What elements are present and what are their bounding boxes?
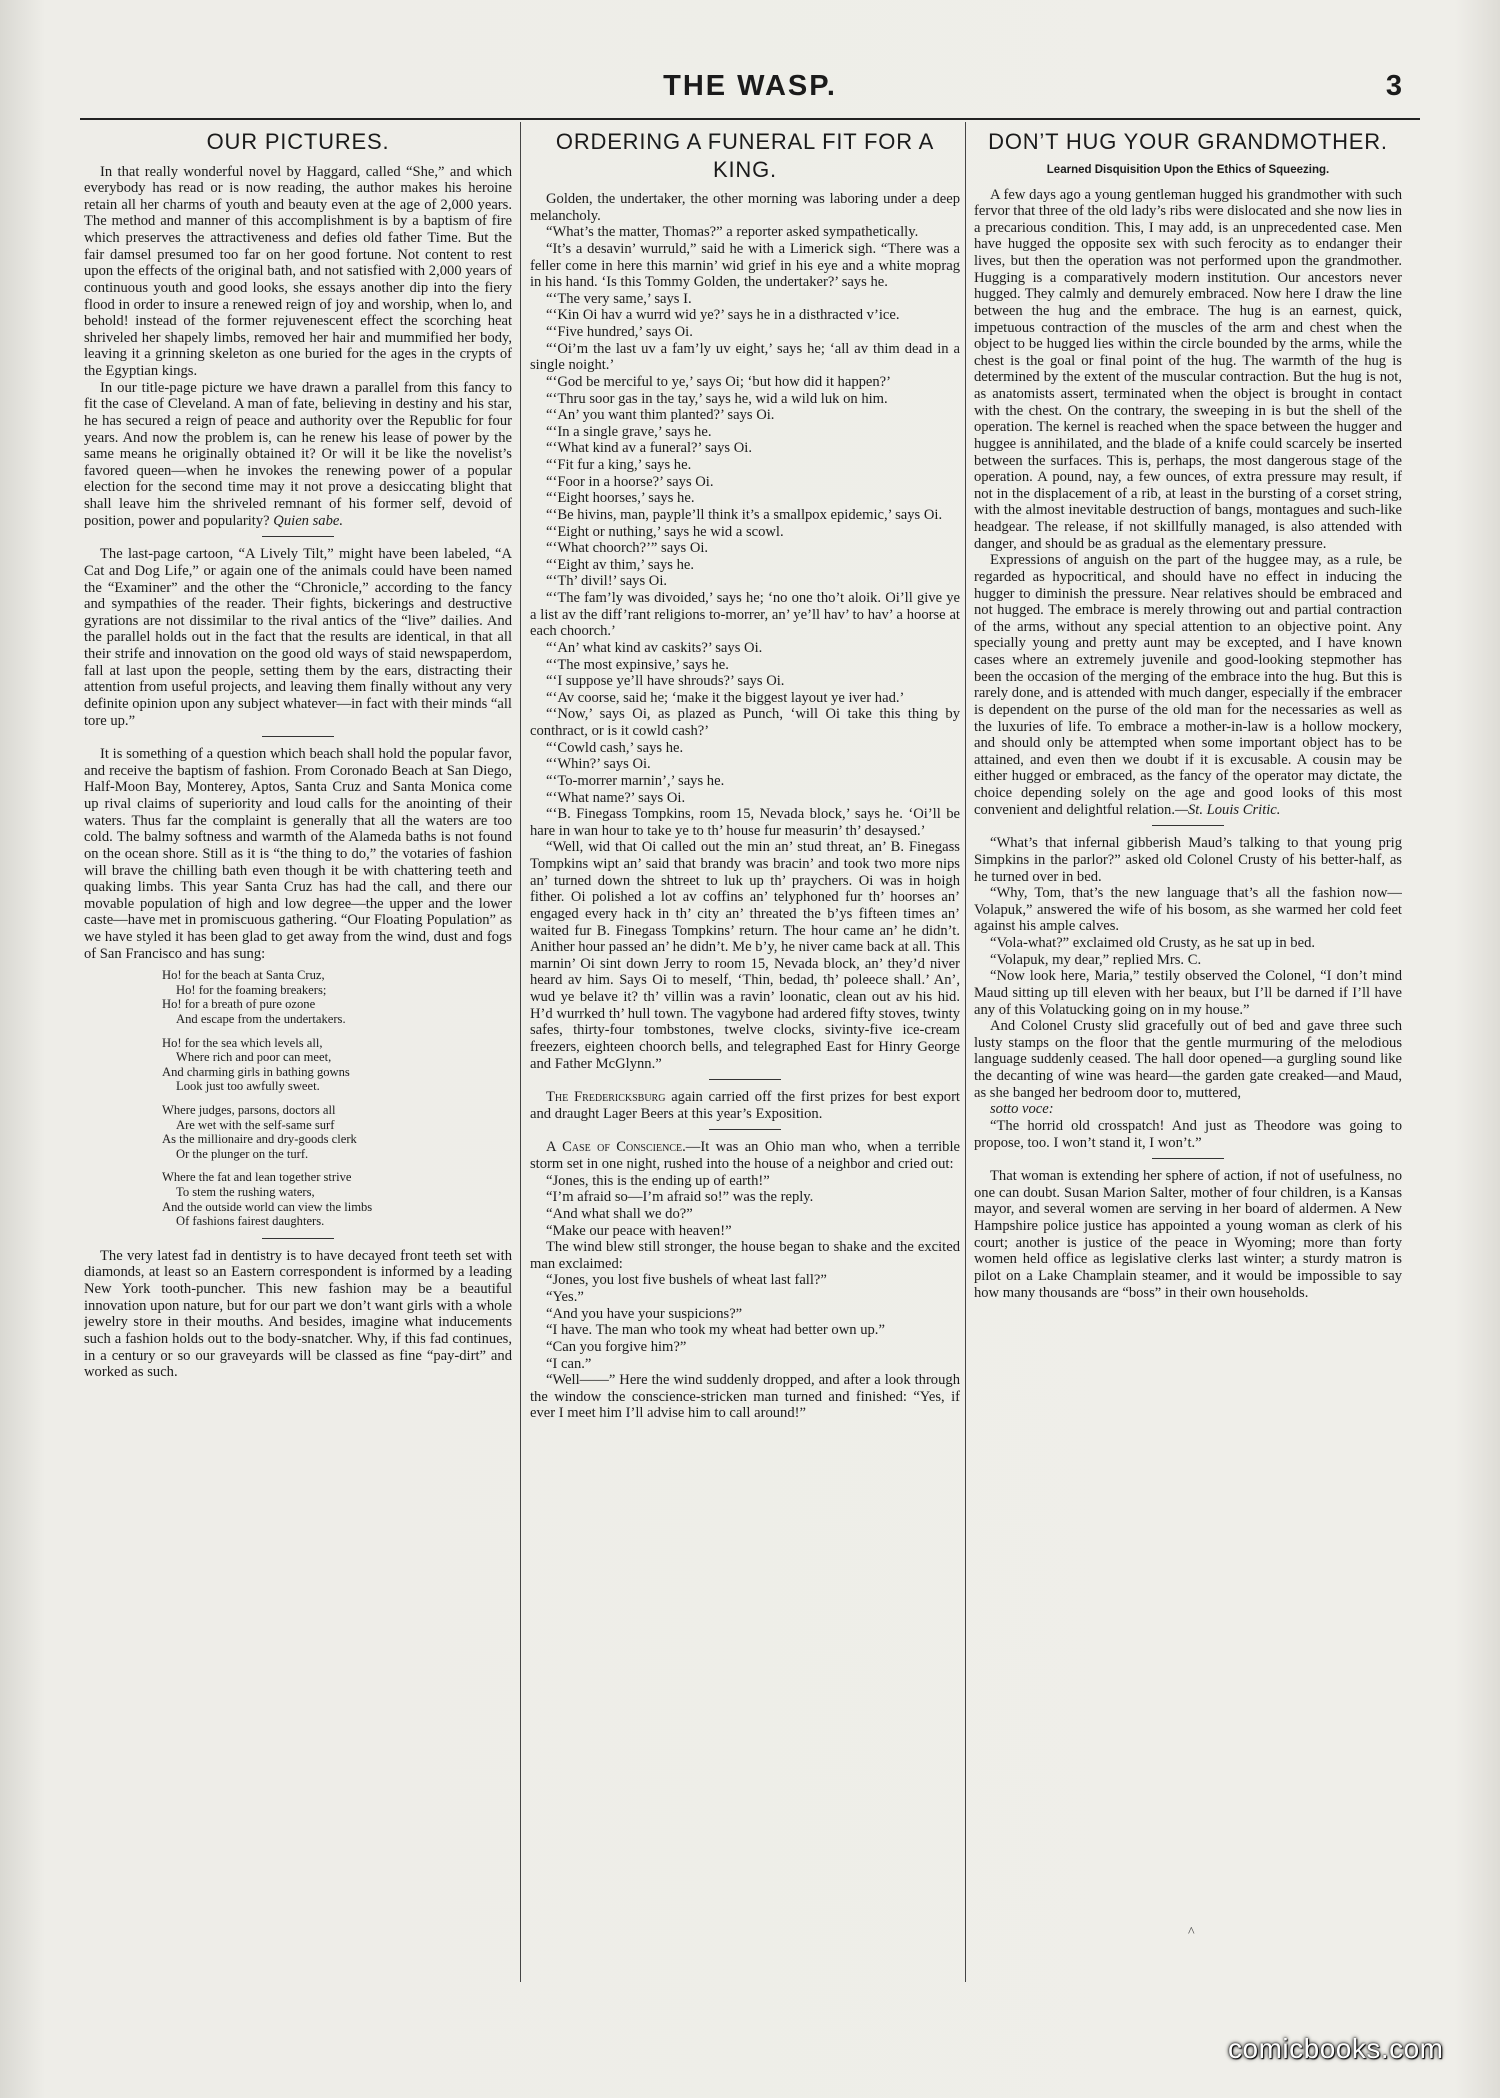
paragraph: “Why, Tom, that’s the new language that’s all the fashion now—Volapuk,” answered the wife of his bosom, as she warmed her cold feet against his ample calves. xyxy=(974,885,1402,935)
paragraph-tag: Quien sabe. xyxy=(273,512,344,529)
paragraph: “I can.” xyxy=(546,1355,592,1372)
separator-rule xyxy=(709,1079,781,1080)
paragraph: “Can you forgive him?” xyxy=(546,1338,687,1355)
funeral-story xyxy=(530,191,960,1072)
paragraph: “Now look here, Maria,” testily observed the Colonel, “I don’t mind Maud sitting up till eleven with her beaux, but I’ll be darned if I’ll have any of this Volatucking going on in my house.” xyxy=(974,968,1402,1018)
paragraph: “‘What kind av a funeral?’ says Oi. xyxy=(546,440,752,457)
paragraph: “‘Th’ divil!’ says Oi. xyxy=(546,573,668,590)
masthead-title: THE WASP. xyxy=(663,70,837,102)
paragraph: “I have. The man who took my wheat had better own up.” xyxy=(546,1322,885,1339)
article-title-our-pictures: OUR PICTURES. xyxy=(206,129,390,154)
column-funeral xyxy=(530,126,960,1976)
poem-line: And charming girls in bathing gowns xyxy=(162,1064,350,1079)
paragraph: That woman is extending her sphere of action, if not of usefulness, no one can doubt. Susan Marion Salter, mother of four children, is a Kansas mayor, and several women are serving in her board of aldermen. A New Hampshire police justice has appointed a young woman as clerk of his court; another is justice of the peace in Wyoming; more than forty women held office as legislative clerks last winter; a sturdy matron is pilot on a Lake Champlain steamer, and it would be impossible to say how many thousands are “boss” in their own households. xyxy=(974,1168,1402,1301)
column-divider-2 xyxy=(965,122,966,1982)
poem-stanza xyxy=(162,1103,512,1161)
paragraph: “‘Whin?’ says Oi. xyxy=(546,756,651,773)
separator-rule xyxy=(1152,1158,1224,1159)
article-title-hug: DON’T HUG YOUR GRANDMOTHER. xyxy=(988,129,1388,154)
paragraph: “‘An’ what kind av caskits?’ says Oi. xyxy=(546,639,763,656)
paragraph: “‘Kin Oi hav a wurrd wid ye?’ says he in a disthracted v’ice. xyxy=(546,307,900,324)
poem-stanza xyxy=(162,1036,512,1094)
article-subtitle: Learned Disquisition Upon the Ethics of Squeezing. xyxy=(1046,163,1330,176)
paragraph xyxy=(530,1139,960,1172)
separator-rule xyxy=(262,736,334,737)
poem-line: Ho! for a breath of pure ozone xyxy=(162,997,316,1012)
paragraph-text: again carried off the first prizes for best export and draught Lager Beers at this year’s Exposition. xyxy=(530,1089,960,1122)
poem-line: To stem the rushing waters, xyxy=(176,1184,315,1199)
paragraph: “‘The most expinsive,’ says he. xyxy=(546,656,729,673)
paragraph: “‘Av coorse, said he; ‘make it the biggest layout ye iver had.’ xyxy=(546,689,905,706)
paragraph: The last-page cartoon, “A Lively Tilt,” might have been labeled, “A Cat and Dog Life,” or again one of the animals could have been named the “Examiner” and the other the “Chronicle,” according to the fancy and sympathies of the reader. Their fights, bickerings and destructive gyrations are not dissimilar to the rival antics of the “live” dailies. And the parallel holds out in the fact that the results are identical, in that all their strife and innovation on the good old ways of staid newspaperdom, fall at last upon the people, setting them by the ears, distracting their attention from useful projects, and leaving them finally without any very definite opinion upon any subject whatever—in fact with their minds “all tore up.” xyxy=(84,546,512,729)
column-our-pictures xyxy=(84,126,512,1976)
run-in-lead: The Fredericksburg xyxy=(546,1089,666,1106)
paragraph: “‘I suppose ye’ll have shrouds?’ says Oi. xyxy=(546,673,785,690)
paragraph: In that really wonderful novel by Haggard, called “She,” and which everybody has read or is now reading, the author makes his heroine retain all her charms of youth and beauty even at the age of 2,000 years. The method and manner of this accomplishment is by a baptism of fire which preserves the attractiveness and defies old father Time. But the fair damsel presumed too far on her good fortune. Not content to rest upon the effects of the original bath, and not satisfied with 2,000 years of continuous youth and good looks, she essays another dip into the fiery flood in order to insure a renewed reign of joy and worship, when lo, and behold! instead of the former rejuvenescent effect the scorching heat shriveled her shapely limbs, removed her hair and mummified her body, leaving it a grinning skeleton as one buried for the ages in the crypts of the Egyptian kings. xyxy=(84,163,512,379)
poem-line: Ho! for the foaming breakers; xyxy=(176,982,327,997)
paragraph: Golden, the undertaker, the other morning was laboring under a deep melancholy. xyxy=(530,191,960,224)
paragraph: “What’s that infernal gibberish Maud’s talking to that young prig Simpkins in the parlor?” asked old Colonel Crusty of his better-half, as he turned over in bed. xyxy=(974,835,1402,885)
poem-stanza xyxy=(162,968,512,1026)
paragraph: “‘The fam’ly was divoided,’ says he; ‘no one tho’t aloik. Oi’ll give ye a list av the diff’rant religions to-morrer, an’ ye’ll hav’ to hav’ a hoorse at each choorch.’ xyxy=(530,590,960,640)
paragraph: The wind blew still stronger, the house began to shake and the excited man exclaimed: xyxy=(530,1239,960,1272)
paragraph: “‘An’ you want thim planted?’ says Oi. xyxy=(546,407,775,424)
poem-line: Where the fat and lean together strive xyxy=(162,1170,352,1185)
separator-rule xyxy=(709,1129,781,1130)
paragraph: “‘What choorch?’” says Oi. xyxy=(546,540,709,557)
paragraph: “‘Be hivins, man, payple’ll think it’s a smallpox epidemic,’ says Oi. xyxy=(546,506,943,523)
paragraph: “Well, wid that Oi called out the min an’ stud threat, an’ B. Finegass Tompkins wipt an’ said that brandy was bracin’ and took two more nips an’ turned down the shtreet to luk up th’ praychers. Oi was in hoigh fither. Oi polished a lot av coffins an’ telyphoned fur th’ hoorses an’ engaged every hack in th’ city an’ threated the b’ys fifteen times an’ waited fur B. Finegass Tompkins’ return. The hour came an’ he didn’t. Anither hour passed an’ he didn’t. Me b’y, he niver came back at all. This marnin’ Oi sint down Jerry to room 15, Nevada block, an’ they’d niver heard av him. Says Oi to meself, ‘Thin, bedad, th’ poleece shall.’ An’, wud ye belave it? th’ villin was a ravin’ loonatic, clean out av his hid. H’d wurrked th’ hull town. The vagybone had ardered fifty stoves, twinty safes, thirty-four tombstones, twelve clocks, sivinty-five ice-cream freezers, eighteen choorch bells, and telegraphed East for Hinry George and Father McGlynn.” xyxy=(530,839,960,1072)
poem-line: And escape from the undertakers. xyxy=(176,1012,346,1027)
paragraph: “The horrid old crosspatch! And just as Theodore was going to propose, too. I won’t stand it, I won’t.” xyxy=(974,1117,1402,1151)
paragraph: “‘Cowld cash,’ says he. xyxy=(546,739,684,756)
paragraph: “Vola-what?” exclaimed old Crusty, as he sat up in bed. xyxy=(990,935,1316,952)
paragraph: “‘Thru soor gas in the tay,’ says he, wid a wild luk on him. xyxy=(546,390,888,407)
poem-line: Or the plunger on the turf. xyxy=(176,1146,309,1161)
paragraph: “‘God be merciful to ye,’ says Oi; ‘but how did it happen?’ xyxy=(546,373,892,390)
paragraph xyxy=(974,552,1402,818)
paragraph: “I’m afraid so—I’m afraid so!” was the reply. xyxy=(546,1189,814,1206)
poem-line: Look just too awfully sweet. xyxy=(176,1079,320,1094)
crusty-story-end xyxy=(974,1118,1402,1151)
paragraph: The very latest fad in dentistry is to have decayed front teeth set with diamonds, at least so an Eastern correspondent is informed by a leading New York tooth-puncher. This new fashion may be a beautiful innovation upon nature, but for our part we don’t want girls with a whole jewelry store in their mouths. And besides, imagine what inducements such a fashion holds out to the body-snatcher. Why, if this fad continues, in a century or so our graveyards will be classed as fine “pay-dirt” and worked as such. xyxy=(84,1247,512,1381)
paragraph: “‘The very same,’ says I. xyxy=(546,290,692,307)
paragraph: “‘Eight hoorses,’ says he. xyxy=(546,490,695,507)
paragraph-text: In our title-page picture we have drawn a parallel from this fancy to fit the case of Cleveland. A man of fate, believing in destiny and his star, he has secured a reign of peace and authority over the Republic for four years. And now the problem is, can he renew his lease of power by the same means he originally obtained it? Or will it be like the novelist’s favored queen—when he invokes the renewing power of a popular election for the second time may it not prove a desiccating blight that shall leave him the shriveled remnant of his former self, devoid of position, power and popularity? xyxy=(84,379,512,529)
article-title-funeral: ORDERING A FUNERAL FIT FOR A KING. xyxy=(555,129,935,182)
paragraph xyxy=(530,1089,960,1122)
paragraph: “‘What name?’ says Oi. xyxy=(546,789,686,806)
column-hug xyxy=(974,126,1402,1976)
paragraph: “‘Fit fur a king,’ says he. xyxy=(546,457,692,473)
separator-rule xyxy=(262,1238,334,1239)
poem-line: Of fashions fairest daughters. xyxy=(176,1214,325,1229)
paragraph: “‘Five hundred,’ says Oi. xyxy=(546,324,693,340)
paragraph: “What’s the matter, Thomas?” a reporter asked sympathetically. xyxy=(546,224,919,241)
source-credit: —St. Louis Critic. xyxy=(1175,801,1281,818)
paragraph: “‘To-morrer marnin’,’ says he. xyxy=(546,772,725,789)
crusty-story xyxy=(974,835,1402,1101)
paragraph: And Colonel Crusty slid gracefully out of bed and gave three such lusty stamps on the floor that the gentle murmuring of the melodious language suddenly ceased. The hall door opened—a gurgling sound like the decanting of wine was heard—the garden gate creaked—and Maud, as she banged her bedroom door to, muttered, xyxy=(974,1018,1402,1101)
poem-line: Ho! for the beach at Santa Cruz, xyxy=(162,968,325,983)
caret-mark: ^ xyxy=(1188,1925,1195,1940)
paragraph: “Well——” Here the wind suddenly dropped, and after a look through the window the conscience-stricken man turned and finished: “Yes, if ever I meet him I’ll advise him to call around!” xyxy=(530,1372,960,1422)
poem-line: Where judges, parsons, doctors all xyxy=(162,1103,336,1117)
italic-phrase: sotto voce: xyxy=(990,1101,1054,1118)
paragraph: “Make our peace with heaven!” xyxy=(546,1222,732,1239)
paragraph xyxy=(84,380,512,530)
watermark: comicbooks.com xyxy=(1228,2033,1444,2064)
poem-line: And the outside world can view the limbs xyxy=(162,1199,373,1214)
case-dialogue xyxy=(530,1173,960,1422)
poem-line: Ho! for the sea which levels all, xyxy=(162,1035,323,1050)
paragraph: “‘B. Finegass Tompkins, room 15, Nevada block,’ says he. ‘Oi’ll be hare in wan hour to take ye to th’ house fur measurin’ th’ desaysed.’ xyxy=(530,806,960,839)
paragraph-text: —It was an Ohio man who, when a terrible storm set in one night, rushed into the house of a neighbor and cried out: xyxy=(530,1139,960,1172)
paragraph: “‘In a single grave,’ says he. xyxy=(546,423,712,440)
header-rule xyxy=(80,118,1420,120)
paragraph: “It’s a desavin’ wurruld,” said he with a Limerick sigh. “There was a feller come in here this marnin’ wid grief in his eye and a white moprag in his hand. ‘Is this Tommy Golden, the undertaker?’ says he. xyxy=(530,240,960,291)
paragraph: “‘Eight av thim,’ says he. xyxy=(546,556,695,573)
paragraph: It is something of a question which beach shall hold the popular favor, and receive the baptism of fashion. From Coronado Beach at San Diego, Half-Moon Bay, Monterey, Aptos, Santa Cruz and Santa Monica come up rival claims of superiority and loud calls for the anointing of their waters. Thus far the complaint is generally that all the waters are too cold. The balmy softness and warmth of the Alameda baths is not found on the ocean shore. Still as it is “the thing to do,” the votaries of fashion will brave the chilling bath even though it be with chattering teeth and quaking limbs. This year Santa Cruz has had the call, and there our movable population of high and low degree—the upper and the lower caste—have met in promiscuous gathering. “Our Floating Population” as we have styled it has been glad to get away from the wind, dust and fogs of San Francisco and has sung: xyxy=(84,746,512,962)
poem-line: Are wet with the self-same surf xyxy=(176,1117,335,1132)
separator-rule xyxy=(262,536,334,537)
column-divider-1 xyxy=(520,122,521,1982)
paragraph: “And you have your suspicions?” xyxy=(546,1305,743,1322)
paragraph: “‘Eight or nuthing,’ says he wid a scowl. xyxy=(546,523,784,540)
run-in-lead: A Case of Conscience. xyxy=(546,1139,686,1156)
paragraph: “Yes.” xyxy=(546,1289,584,1305)
paragraph-text: Expressions of anguish on the part of the huggee may, as a rule, be regarded as hypocritical, and should have no effect in inducing the hugger to diminish the pressure. Near relatives should be embraced and not hugged. The embrace is merely throwing out and partial contraction of the arms, without any special attention to an objective point. Any specially young and pretty aunt may be excepted, and I have known cases where an extremely juvenile and good-looking stepmother has been the occasion of the merging of the embrace into the hug. But this is rarely done, and is attended with much danger, especially if the embracer is dependent on the purse of the old man for the necessaries as well as the luxuries of life. To embrace a mother-in-law is a hollow mockery, and should only be attempted when some important object has to be attained, and even then we doubt if it is excusable. A cousin may be either hugged or embraced, as the fancy of the operator may dictate, the choice depending solely on the age and good looks of this most convenient and delightful relation. xyxy=(974,552,1402,818)
paragraph: “And what shall we do?” xyxy=(546,1205,693,1222)
poem-line: Where rich and poor can meet, xyxy=(176,1050,332,1065)
separator-rule xyxy=(1152,825,1224,826)
paragraph xyxy=(974,1101,1402,1118)
poem-stanza xyxy=(162,1170,512,1228)
poem xyxy=(84,968,512,1229)
paragraph: A few days ago a young gentleman hugged his grandmother with such fervor that three of the old lady’s ribs were dislocated and she now lies in a precarious condition. This, I may add, is an unprecedented case. Men have hugged the opposite sex with such ferocity as to endanger their lives, but then the operation was not performed upon the grandmother. Hugging is a comparatively modern institution. Our ancestors never hugged. They calmly and demurely embraced. Now here I draw the line between the hug and the embrace. The hug is an earnest, quick, impetuous contraction of the muscles of the arm and chest when the object to be hugged lies within the circle bounded by the arms, while the chest is the goal or final point of the hug. The warmth of the hug is determined by the extent of the muscular contraction. But the hug is not, as anatomists assert, terminated when the object is brought in contact with the chest. On the contrary, the sweeping in is but the shell of the operation. The kernel is reached when the space between the hugger and huggee is annihilated, and the blade of a knife could scarcely be inserted between the surfaces. This is, perhaps, the most dangerous stage of the operation. A pound, nay, a few ounces, of extra pressure may result, if not in the displacement of a rib, at least in the bursting of a corset string, with the almost inevitable destruction of bangs, montagues and such-like headgear. The release, if not skillfully managed, is also attended with danger, and should be as gradual as the elementary pressure. xyxy=(974,186,1402,552)
poem-line: As the millionaire and dry-goods clerk xyxy=(162,1132,357,1147)
paragraph: “Volapuk, my dear,” replied Mrs. C. xyxy=(990,951,1202,968)
page-number: 3 xyxy=(1385,70,1402,102)
paragraph: “‘Oi’m the last uv a fam’ly uv eight,’ says he; ‘all av thim dead in a single noight.’ xyxy=(530,340,960,374)
paragraph: “‘Now,’ says Oi, as plazed as Punch, ‘will Oi take this thing by conthract, or is it cowld cash?’ xyxy=(530,706,960,739)
paragraph: “Jones, this is the ending up of earth!” xyxy=(546,1172,770,1189)
paragraph: “‘Foor in a hoorse?’ says Oi. xyxy=(546,473,714,490)
paragraph: “Jones, you lost five bushels of wheat last fall?” xyxy=(546,1272,827,1289)
